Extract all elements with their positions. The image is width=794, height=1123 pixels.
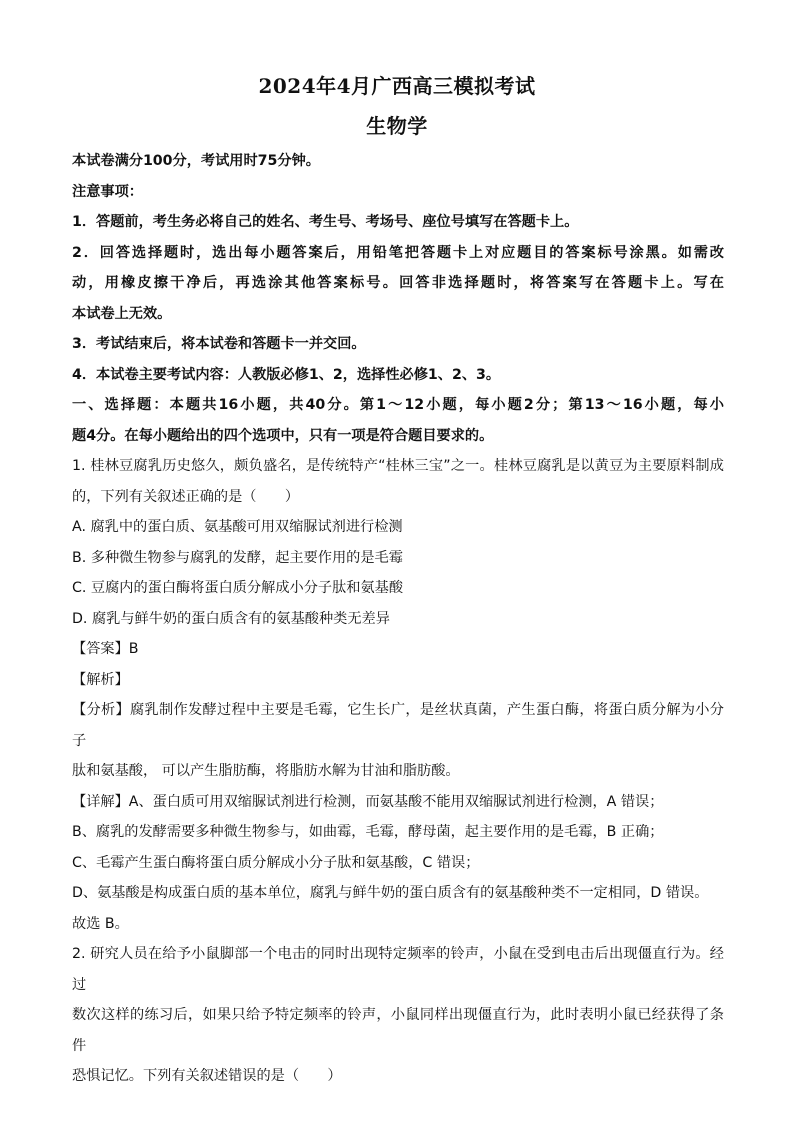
question-2-stem-line-2: 数次这样的练习后，如果只给予特定频率的铃声，小鼠同样出现僵直行为，此时表明小鼠已经获得了条件	[72, 1007, 724, 1054]
notice-item-2-line-2: 动，用橡皮擦干净后，再选涂其他答案标号。回答非选择题时，将答案写在答题卡上。写在	[72, 275, 724, 291]
question-1-detail-c: C、毛霉产生蛋白酶将蛋白质分解成小分子肽和氨基酸，C 错误；	[72, 854, 480, 871]
question-1-analysis-line-2: 肽和氨基酸， 可以产生脂肪酶，将脂肪水解为甘油和脂肪酸。	[72, 763, 460, 779]
question-1-option-a: A. 腐乳中的蛋白质、氨基酸可用双缩脲试剂进行检测	[72, 519, 403, 535]
question-1-analysis-line-1: 【分析】腐乳制作发酵过程中主要是毛霉，它生长广，是丝状真菌，产生蛋白酶，将蛋白质分解为小分子	[72, 702, 724, 749]
question-1-stem-line-2: 的，下列有关叙述正确的是（ ）	[72, 488, 300, 505]
question-1-option-b: B. 多种微生物参与腐乳的发酵，起主要作用的是毛霉	[72, 549, 403, 566]
section-heading-line-1: 一、选择题：本题共16小题，共40分。第1～12小题，每小题2分；第13～16小题，每小	[72, 397, 724, 413]
question-1-detail-a: 【详解】A、蛋白质可用双缩脲试剂进行检测，而氨基酸不能用双缩脲试剂进行检测，A 错误；	[72, 793, 664, 810]
question-1-detail-b: B、腐乳的发酵需要多种微生物参与，如曲霉，毛霉，酵母菌，起主要作用的是毛霉，B 正确；	[72, 824, 664, 840]
question-1-analysis-label: 【解析】	[72, 671, 129, 688]
question-1-answer: 【答案】B	[72, 641, 139, 657]
notice-item-3: 3．考试结束后，将本试卷和答题卡一并交回。	[72, 336, 366, 352]
question-1-stem-line-1: 1. 桂林豆腐乳历史悠久，颇负盛名，是传统特产“桂林三宝”之一。桂林豆腐乳是以黄豆为主要原料制成	[72, 458, 724, 474]
exam-title: 2024年4月广西高三模拟考试	[258, 74, 536, 98]
question-1-detail-d: D、氨基酸是构成蛋白质的基本单位，腐乳与鲜牛奶的蛋白质含有的氨基酸种类不一定相同，D 错误。	[72, 885, 709, 901]
notice-heading: 注意事项：	[72, 183, 143, 200]
notice-item-4: 4．本试卷主要考试内容：人教版必修1、2，选择性必修1、2、3。	[72, 366, 501, 383]
section-heading-line-2: 题4分。在每小题给出的四个选项中，只有一项是符合题目要求的。	[72, 427, 494, 444]
question-1-option-c: C. 豆腐内的蛋白酶将蛋白质分解成小分子肽和氨基酸	[72, 580, 404, 596]
question-1-option-d: D. 腐乳与鲜牛奶的蛋白质含有的氨基酸种类无差异	[72, 610, 390, 627]
notice-item-2-line-1: 2．回答选择题时，选出每小题答案后，用铅笔把答题卡上对应题目的答案标号涂黑。如需改	[72, 244, 724, 261]
question-1-conclusion: 故选 B。	[72, 915, 129, 932]
notice-item-1: 1．答题前，考生务必将自己的姓名、考生号、考场号、座位号填写在答题卡上。	[72, 214, 579, 230]
exam-body	[72, 146, 724, 1092]
question-2-stem-line-1: 2. 研究人员在给予小鼠脚部一个电击的同时出现特定频率的铃声，小鼠在受到电击后出现僵直行为。经过	[72, 946, 724, 993]
exam-intro: 本试卷满分100分，考试用时75分钟。	[72, 153, 320, 169]
subject-title: 生物学	[366, 114, 428, 138]
notice-item-2-line-3: 本试卷上无效。	[72, 305, 172, 322]
question-2-stem-line-3: 恐惧记忆。下列有关叙述错误的是（ ）	[72, 1068, 342, 1084]
